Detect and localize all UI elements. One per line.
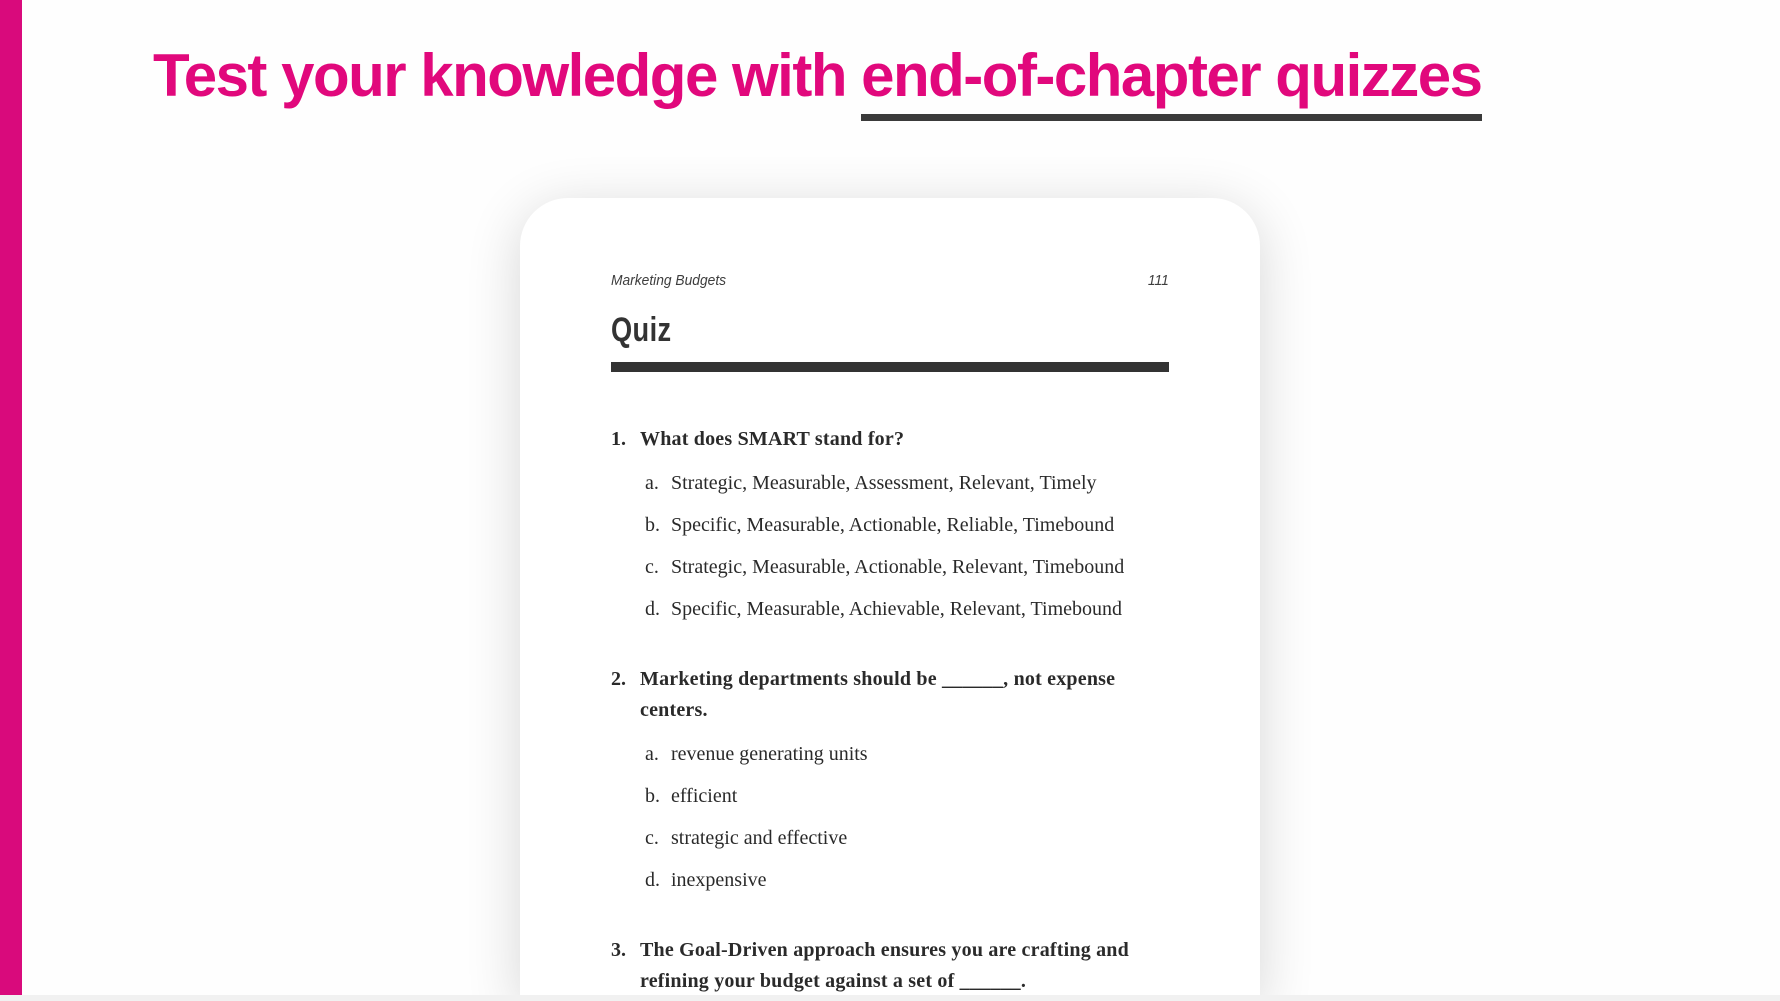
option-text: Specific, Measurable, Actionable, Reliable, Timebound [671, 514, 1115, 536]
quiz-heading-rule [611, 362, 1169, 372]
bottom-edge-strip [0, 995, 1780, 1001]
questions-list [611, 424, 1169, 997]
option-item [645, 595, 1169, 624]
question-text-line: The Goal-Driven approach ensures you are crafting and [640, 939, 1129, 961]
option-item [645, 469, 1169, 498]
quiz-heading: Quiz [611, 311, 672, 349]
option-letter: d. [645, 869, 660, 891]
option-text: revenue generating units [671, 743, 868, 765]
question-item [611, 424, 1169, 624]
option-letter: a. [645, 472, 659, 494]
question-text-line: Marketing departments should be ______, not expense [640, 668, 1116, 690]
option-item [645, 740, 1169, 769]
question-text [640, 424, 904, 455]
options-list [645, 469, 1169, 624]
question-item [611, 664, 1169, 895]
question-number: 2. [611, 668, 626, 690]
option-item [645, 866, 1169, 895]
question-text [640, 935, 1129, 997]
question-text-line: centers. [640, 699, 708, 721]
option-text: efficient [671, 785, 738, 807]
option-text: Strategic, Measurable, Assessment, Relevant, Timely [671, 472, 1097, 494]
option-item [645, 511, 1169, 540]
option-letter: b. [645, 785, 660, 807]
question-number: 3. [611, 939, 626, 961]
option-letter: b. [645, 514, 660, 536]
option-item [645, 824, 1169, 853]
option-text: Specific, Measurable, Achievable, Relevant, Timebound [671, 598, 1123, 620]
option-text: Strategic, Measurable, Actionable, Relevant, Timebound [671, 556, 1125, 578]
option-text: strategic and effective [671, 827, 848, 849]
book-page-card [520, 198, 1260, 1001]
question-text-line: What does SMART stand for? [640, 428, 905, 450]
question-number: 1. [611, 428, 626, 450]
page-header-row [611, 272, 1169, 289]
question-text [640, 664, 1115, 726]
option-letter: c. [645, 827, 659, 849]
options-list [645, 740, 1169, 895]
slide-title-underlined: end-of-chapter quizzes [861, 42, 1481, 121]
option-letter: c. [645, 556, 659, 578]
question-text-line: refining your budget against a set of ______. [640, 970, 1027, 992]
running-header: Marketing Budgets [611, 272, 727, 289]
option-letter: a. [645, 743, 659, 765]
option-item [645, 782, 1169, 811]
page-number: 111 [1148, 272, 1169, 289]
left-accent-bar [0, 0, 22, 1001]
question-item [611, 935, 1169, 997]
option-item [645, 553, 1169, 582]
option-text: inexpensive [671, 869, 767, 891]
option-letter: d. [645, 598, 660, 620]
slide-title-prefix: Test your knowledge with [153, 42, 862, 109]
slide-title [153, 44, 1482, 107]
